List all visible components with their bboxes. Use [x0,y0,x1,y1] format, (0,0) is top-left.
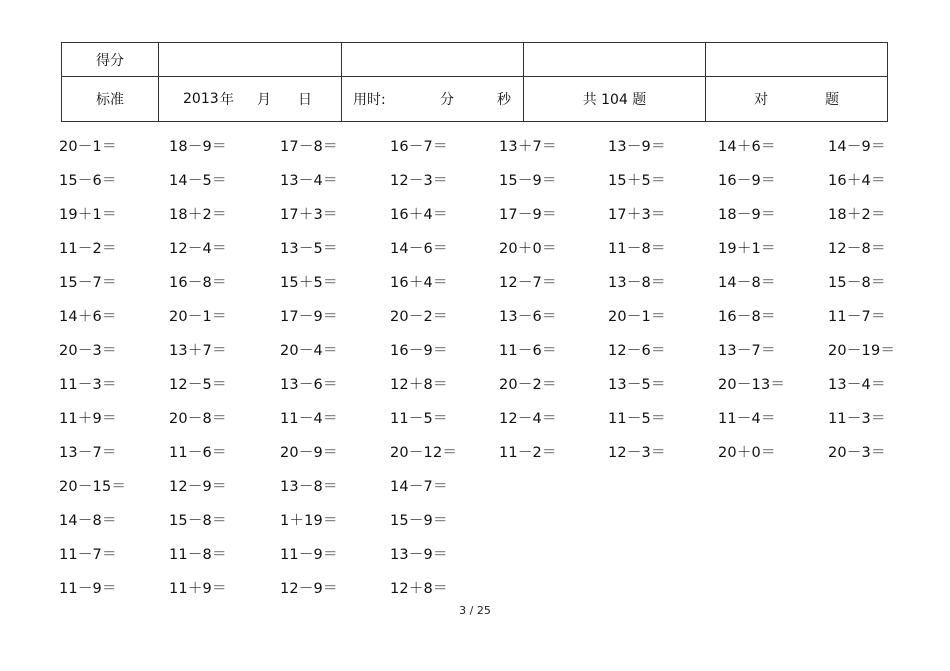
problem-item: 15－8＝ [169,513,227,529]
problem-item: 11＋9＝ [59,411,117,427]
problem-item: 14－8＝ [59,513,117,529]
problem-item: 16＋4＝ [828,173,886,189]
date-year: 2013 [183,91,219,107]
date-month-unit: 月 [257,92,271,108]
problem-item: 12－9＝ [280,581,338,597]
problem-item: 14－7＝ [390,479,448,495]
problem-item: 11－8＝ [608,241,666,257]
problem-item: 12－9＝ [169,479,227,495]
score-label: 得分 [96,52,124,69]
problem-item: 20－2＝ [499,377,557,393]
problem-item: 16－7＝ [390,139,448,155]
problem-item: 13－5＝ [608,377,666,393]
problem-item: 13－4＝ [828,377,886,393]
problem-item: 20－15＝ [59,479,127,495]
problem-item: 15－9＝ [390,513,448,529]
problem-item: 17＋3＝ [280,207,338,223]
problem-item: 20－13＝ [718,377,786,393]
problem-item: 12－6＝ [608,343,666,359]
problem-item: 18＋2＝ [828,207,886,223]
problem-item: 11－6＝ [499,343,557,359]
problem-item: 13－6＝ [280,377,338,393]
problem-item: 12－4＝ [169,241,227,257]
problem-item: 11－4＝ [718,411,776,427]
date-year-unit: 年 [220,92,234,108]
problem-item: 11－3＝ [828,411,886,427]
problem-item: 15－8＝ [828,275,886,291]
problem-item: 13－4＝ [280,173,338,189]
problem-item: 1＋19＝ [280,513,338,529]
problem-item: 12＋8＝ [390,377,448,393]
problem-item: 17－9＝ [499,207,557,223]
problem-item: 13＋7＝ [169,343,227,359]
problem-item: 16－9＝ [718,173,776,189]
date-day-unit: 日 [298,92,312,108]
problem-item: 15－9＝ [499,173,557,189]
problem-item: 16＋4＝ [390,207,448,223]
problem-item: 12－7＝ [499,275,557,291]
problem-item: 11－9＝ [280,547,338,563]
minute-unit: 分 [440,92,454,108]
problem-item: 11－9＝ [59,581,117,597]
problem-item: 11－5＝ [390,411,448,427]
problem-item: 12－8＝ [828,241,886,257]
problem-item: 20－12＝ [390,445,458,461]
problem-item: 20－1＝ [608,309,666,325]
problem-item: 20＋0＝ [718,445,776,461]
problem-item: 15－7＝ [59,275,117,291]
problem-item: 15＋5＝ [608,173,666,189]
problem-item: 13－8＝ [280,479,338,495]
problem-item: 16－8＝ [718,309,776,325]
problem-item: 13＋7＝ [499,139,557,155]
problem-item: 11－4＝ [280,411,338,427]
problem-item: 13－5＝ [280,241,338,257]
problem-item: 20－19＝ [828,343,896,359]
problem-item: 11－7＝ [828,309,886,325]
problem-item: 14－5＝ [169,173,227,189]
problem-item: 20－2＝ [390,309,448,325]
problem-item: 12－5＝ [169,377,227,393]
problem-item: 20＋0＝ [499,241,557,257]
problem-item: 15＋5＝ [280,275,338,291]
problem-item: 13－7＝ [59,445,117,461]
problem-item: 13－9＝ [390,547,448,563]
problem-item: 11－2＝ [59,241,117,257]
problem-item: 11－3＝ [59,377,117,393]
problem-item: 11＋9＝ [169,581,227,597]
problem-item: 11－7＝ [59,547,117,563]
second-unit: 秒 [497,92,511,108]
problem-item: 14＋6＝ [718,139,776,155]
problem-item: 13－6＝ [499,309,557,325]
problem-item: 14－8＝ [718,275,776,291]
problem-item: 19＋1＝ [59,207,117,223]
problem-item: 20－8＝ [169,411,227,427]
problem-item: 20－3＝ [59,343,117,359]
problem-item: 20－4＝ [280,343,338,359]
problem-item: 15－6＝ [59,173,117,189]
problem-item: 12－4＝ [499,411,557,427]
problem-item: 14＋6＝ [59,309,117,325]
problem-item: 16＋4＝ [390,275,448,291]
problem-item: 12－3＝ [390,173,448,189]
problem-item: 13－9＝ [608,139,666,155]
problem-item: 16－8＝ [169,275,227,291]
total-questions: 共 104 题 [582,92,647,108]
page-number: 3 / 25 [459,604,491,617]
problem-item: 19＋1＝ [718,241,776,257]
problem-item: 14－6＝ [390,241,448,257]
problem-item: 11－5＝ [608,411,666,427]
problem-item: 11－8＝ [169,547,227,563]
problem-item: 13－7＝ [718,343,776,359]
problem-item: 11－6＝ [169,445,227,461]
problem-item: 13－8＝ [608,275,666,291]
problem-item: 12－3＝ [608,445,666,461]
problem-item: 16－9＝ [390,343,448,359]
standard-label: 标准 [96,92,124,108]
problem-item: 20－1＝ [59,139,117,155]
problem-item: 20－9＝ [280,445,338,461]
problem-item: 20－1＝ [169,309,227,325]
problem-item: 17－8＝ [280,139,338,155]
problem-item: 18－9＝ [718,207,776,223]
problem-item: 12＋8＝ [390,581,448,597]
question-unit: 题 [825,92,839,108]
problem-item: 11－2＝ [499,445,557,461]
problem-item: 17＋3＝ [608,207,666,223]
problem-item: 17－9＝ [280,309,338,325]
correct-label: 对 [754,92,768,108]
problem-item: 18＋2＝ [169,207,227,223]
time-used-label: 用时: [353,92,386,108]
problem-item: 20－3＝ [828,445,886,461]
problem-item: 14－9＝ [828,139,886,155]
problem-item: 18－9＝ [169,139,227,155]
